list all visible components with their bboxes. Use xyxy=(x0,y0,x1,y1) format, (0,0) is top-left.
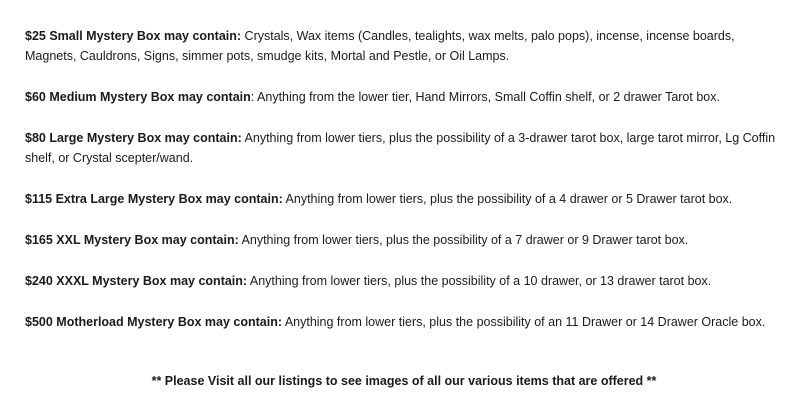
tier-xxl xyxy=(25,230,785,250)
tier-large-label: $80 Large Mystery Box may contain: xyxy=(25,131,242,145)
tier-motherload xyxy=(25,312,785,332)
tier-xxxl xyxy=(25,271,785,291)
listings-footer-note: ** Please Visit all our listings to see images of all our various items that are offered ** xyxy=(151,374,657,388)
tier-motherload-description: Anything from lower tiers, plus the possibility of an 11 Drawer or 14 Drawer Oracle box. xyxy=(282,315,766,329)
tier-extra-large xyxy=(25,189,785,209)
tier-medium-description: : Anything from the lower tier, Hand Mirrors, Small Coffin shelf, or 2 drawer Tarot box. xyxy=(250,90,720,104)
tier-small-label: $25 Small Mystery Box may contain: xyxy=(25,29,242,43)
tier-medium xyxy=(25,87,785,107)
tier-extra-large-description: Anything from lower tiers, plus the possibility of a 4 drawer or 5 Drawer tarot box. xyxy=(282,192,733,206)
tier-medium-label: $60 Medium Mystery Box may contain xyxy=(25,90,251,104)
tier-large-description: Anything from lower tiers, plus the possibility of a 3-drawer tarot box, large tarot mirror, Lg Coffin shelf, or Crystal scepter/wand. xyxy=(25,131,776,165)
tier-xxl-description: Anything from lower tiers, plus the possibility of a 7 drawer or 9 Drawer tarot box. xyxy=(238,233,689,247)
tier-xxxl-description: Anything from lower tiers, plus the possibility of a 10 drawer, or 13 drawer tarot box. xyxy=(247,274,712,288)
mystery-box-tier-list xyxy=(25,26,785,332)
tier-small-description: Crystals, Wax items (Candles, tealights, wax melts, palo pops), incense, incense boards, Magnets, Cauldrons, Signs, simmer pots, smudge kits, Mortal and Pestle, or Oil Lamps. xyxy=(25,29,735,63)
tier-motherload-label: $500 Motherload Mystery Box may contain: xyxy=(25,315,283,329)
tier-xxl-label: $165 XXL Mystery Box may contain: xyxy=(25,233,239,247)
tier-large xyxy=(25,128,785,168)
tier-small xyxy=(25,26,785,66)
tier-xxxl-label: $240 XXXL Mystery Box may contain: xyxy=(25,274,248,288)
tier-extra-large-label: $115 Extra Large Mystery Box may contain: xyxy=(25,192,283,206)
